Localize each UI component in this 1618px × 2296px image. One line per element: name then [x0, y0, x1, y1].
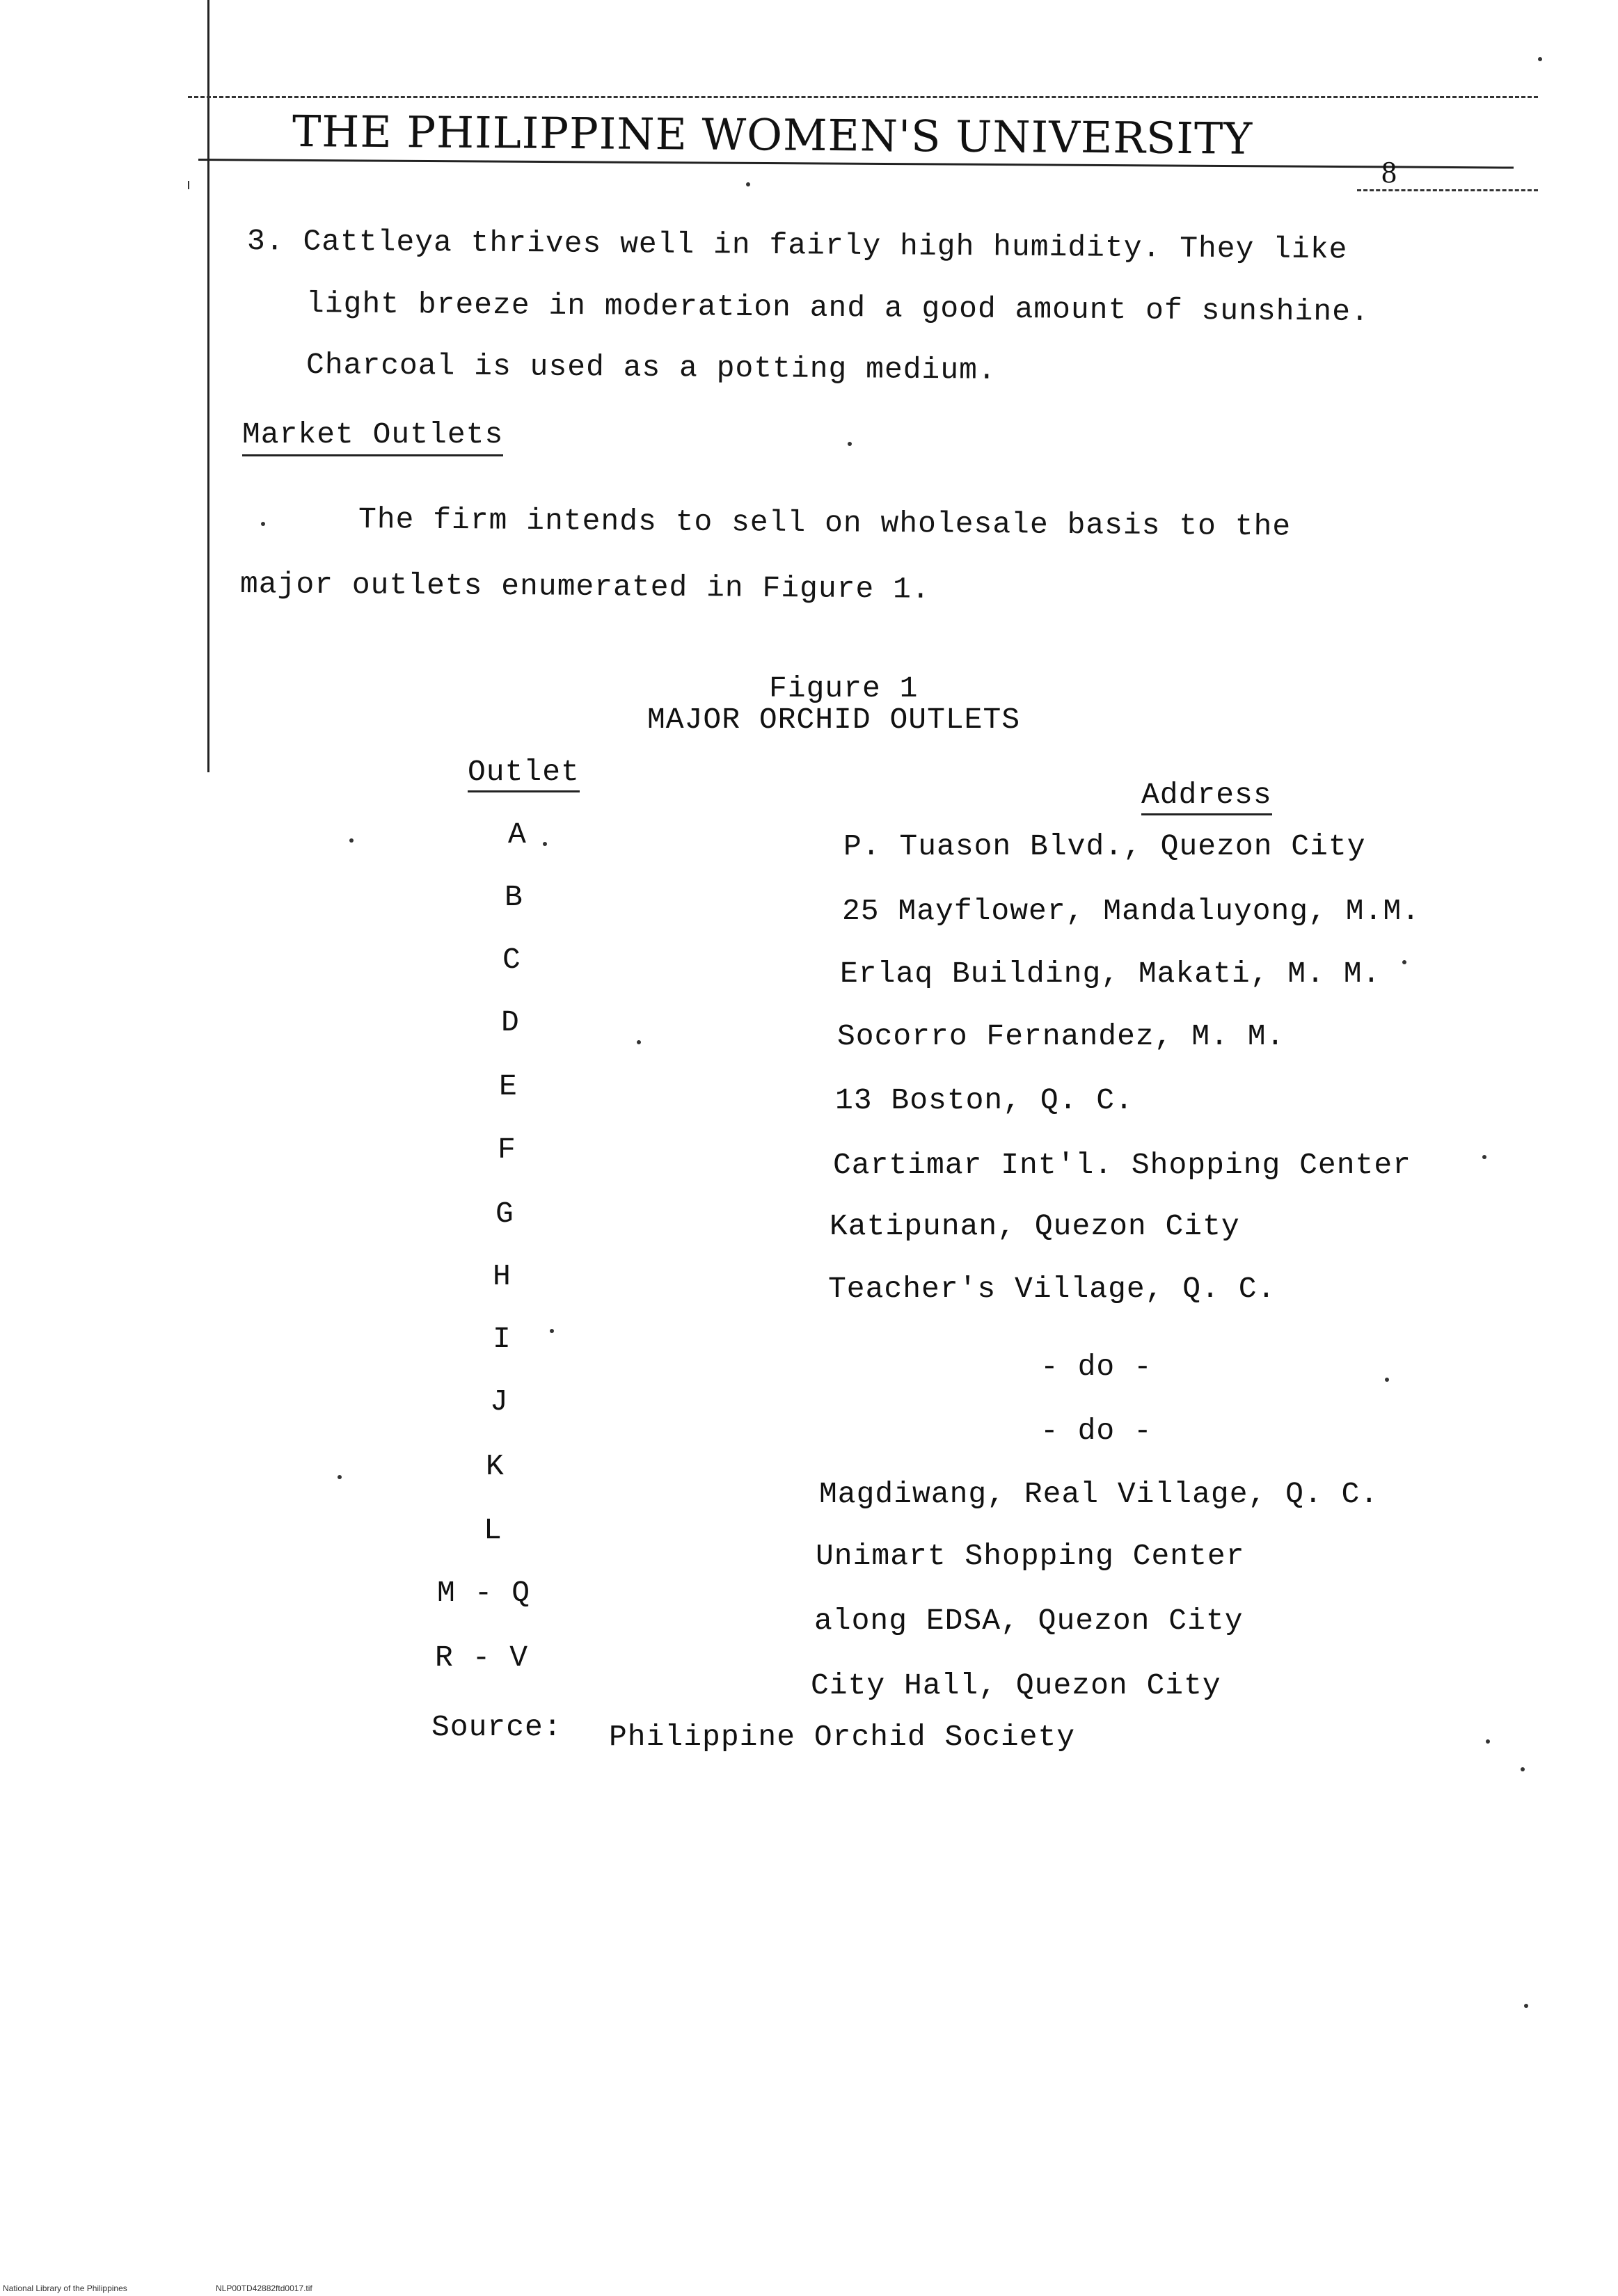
- address-cell: 13 Boston, Q. C.: [835, 1083, 1134, 1117]
- scan-speck: [848, 442, 852, 446]
- address-cell: Cartimar Int'l. Shopping Center: [833, 1148, 1411, 1182]
- letterhead-title: THE PHILIPPINE WOMEN'S UNIVERSITY: [292, 106, 1253, 164]
- outlet-cell: M - Q: [437, 1576, 531, 1610]
- address-cell: Erlaq Building, Makati, M. M.: [840, 957, 1381, 991]
- address-cell: Magdiwang, Real Village, Q. C.: [819, 1477, 1379, 1511]
- address-cell: Unimart Shopping Center: [816, 1539, 1245, 1573]
- scan-speck: [1486, 1739, 1490, 1744]
- address-cell: 25 Mayflower, Mandaluyong, M.M.: [842, 894, 1420, 928]
- paragraph-3-line-2: light breeze in moderation and a good amount of sunshine.: [306, 287, 1370, 329]
- scan-speck: [637, 1040, 641, 1044]
- outlet-cell: H: [493, 1259, 511, 1293]
- outlet-cell: F: [498, 1133, 516, 1167]
- left-margin-rule: [207, 0, 209, 772]
- paragraph-3-line-1: 3. Cattleya thrives well in fairly high humidity. They like: [246, 224, 1348, 267]
- scan-speck: [1524, 2004, 1528, 2008]
- scan-speck: [550, 1329, 554, 1333]
- scan-speck: [543, 842, 547, 846]
- scan-speck: [338, 1475, 342, 1479]
- address-cell: City Hall, Quezon City: [811, 1668, 1221, 1703]
- footer-file-id: NLP00TD42882ftd0017.tif: [216, 2283, 312, 2293]
- page-number: 8: [1381, 155, 1397, 189]
- address-cell: along EDSA, Quezon City: [814, 1604, 1244, 1638]
- outlet-cell: K: [486, 1449, 505, 1483]
- scan-speck: [1521, 1767, 1525, 1771]
- outlet-cell: I: [493, 1322, 511, 1356]
- scan-speck: [746, 182, 750, 186]
- paragraph-3-line-3: Charcoal is used as a potting medium.: [306, 348, 997, 388]
- address-column-heading: Address: [1141, 778, 1272, 815]
- outlet-cell: R - V: [435, 1641, 529, 1675]
- scan-speck: [1538, 57, 1542, 61]
- address-cell: Teacher's Village, Q. C.: [828, 1272, 1276, 1306]
- address-cell: Socorro Fernandez, M. M.: [837, 1019, 1285, 1053]
- market-outlets-line-2: major outlets enumerated in Figure 1.: [239, 567, 930, 607]
- scan-speck: [349, 838, 354, 843]
- scan-speck: [261, 522, 265, 526]
- scan-speck: [1402, 960, 1406, 964]
- outlet-cell: G: [495, 1197, 514, 1231]
- margin-tick: [188, 181, 189, 189]
- market-outlets-line-1: The firm intends to sell on wholesale basis to the: [358, 502, 1292, 544]
- outlet-cell: E: [499, 1069, 518, 1103]
- scan-speck: [1482, 1155, 1486, 1159]
- outlet-cell: A: [508, 818, 527, 852]
- source-value: Philippine Orchid Society: [609, 1720, 1076, 1754]
- market-outlets-heading: Market Outlets: [242, 417, 503, 456]
- letterhead-top-dashed-rule: [188, 96, 1538, 98]
- outlet-cell: L: [484, 1513, 502, 1547]
- source-label: Source:: [431, 1710, 562, 1744]
- figure-label: Figure 1: [769, 671, 919, 705]
- figure-title: MAJOR ORCHID OUTLETS: [647, 703, 1021, 737]
- address-cell: - do -: [1040, 1350, 1152, 1384]
- outlet-cell: C: [502, 943, 521, 977]
- outlet-cell: D: [501, 1005, 520, 1039]
- outlet-cell: B: [505, 880, 523, 914]
- footer-library: National Library of the Philippines: [3, 2283, 127, 2293]
- address-cell: P. Tuason Blvd., Quezon City: [843, 829, 1366, 863]
- outlet-cell: J: [490, 1385, 509, 1419]
- scan-speck: [1385, 1378, 1389, 1382]
- outlet-column-heading: Outlet: [468, 755, 580, 792]
- address-cell: Katipunan, Quezon City: [830, 1209, 1240, 1243]
- address-cell: - do -: [1040, 1414, 1152, 1448]
